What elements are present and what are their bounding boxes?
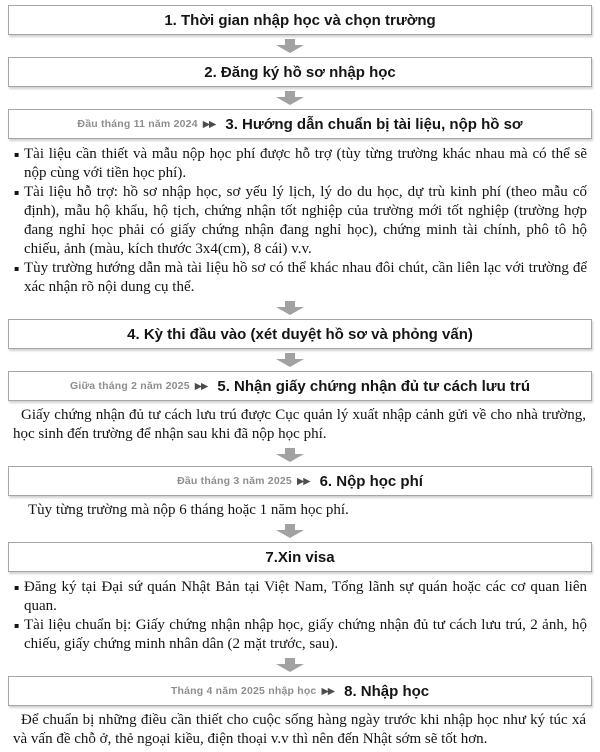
step-4-title: 4. Kỳ thi đầu vào (xét duyệt hồ sơ và phỏng vấn) — [127, 325, 473, 343]
step-7-details — [0, 578, 600, 654]
arrow-row-6 — [0, 524, 600, 538]
bullet-text: Đăng ký tại Đại sứ quán Nhật Bản tại Việt Nam, Tổng lãnh sự quán hoặc các cơ quan liên quan. — [24, 579, 587, 614]
step-5-description: Giấy chứng nhận đủ tư cách lưu trú được Cục quản lý xuất nhập cảnh gửi về cho nhà trường, học sinh đến trường để nhận sau khi đã nộp học phí. — [13, 407, 586, 442]
step-8-description: Để chuẩn bị những điều cần thiết cho cuộc sống hàng ngày trước khi nhập học như ký túc xá và vấn đề chỗ ở, thẻ ngoại kiều, điện thoại v.v thì nên đến Nhật sớm sẽ tốt hơn. — [13, 712, 586, 747]
arrow-row-7 — [0, 658, 600, 672]
step-box-6 — [8, 466, 592, 496]
down-arrow-icon — [276, 39, 304, 53]
step-3-details — [0, 145, 600, 297]
double-arrow-marker-icon: ▶▶ — [194, 380, 208, 392]
step-6-date: Đầu tháng 3 năm 2025 — [177, 475, 292, 487]
bullet-item — [14, 259, 587, 297]
double-arrow-marker-icon: ▶▶ — [321, 685, 335, 697]
down-arrow-icon — [276, 658, 304, 672]
down-arrow-icon — [276, 524, 304, 538]
bullet-icon: ▪ — [14, 264, 20, 273]
step-box-2 — [8, 57, 592, 87]
down-arrow-icon — [276, 353, 304, 367]
step-box-5 — [8, 371, 592, 401]
step-6-title: 6. Nộp học phí — [319, 472, 423, 490]
bullet-text: Tài liệu chuẩn bị: Giấy chứng nhận nhập học, giấy chứng nhận đủ tư cách lưu trú, 2 ảnh, hộ chiếu, giấy chứng minh nhân dân (2 mặt trước, sau). — [24, 617, 587, 652]
bullet-icon: ▪ — [14, 150, 20, 159]
bullet-text: Tùy trường hướng dẫn mà tài liệu hồ sơ có thể khác nhau đôi chút, cần liên lạc với trường để xác nhận rõ nội dung cụ thể. — [24, 260, 587, 295]
step-5-date: Giữa tháng 2 năm 2025 — [69, 380, 190, 392]
arrow-row-4 — [0, 353, 600, 367]
step-6-description: Tùy từng trường mà nộp 6 tháng hoặc 1 năm học phí. — [28, 502, 349, 518]
step-1-title: 1. Thời gian nhập học và chọn trường — [164, 11, 436, 29]
step-box-4 — [8, 319, 592, 349]
bullet-item — [14, 145, 587, 183]
double-arrow-marker-icon: ▶▶ — [296, 475, 310, 487]
enrollment-flowchart — [0, 5, 600, 749]
arrow-row-3 — [0, 301, 600, 315]
arrow-row-5 — [0, 448, 600, 462]
step-3-title: 3. Hướng dẫn chuẩn bị tài liệu, nộp hồ sơ — [225, 115, 523, 133]
step-5-title: 5. Nhận giấy chứng nhận đủ tư cách lưu trú — [217, 377, 530, 395]
step-box-8 — [8, 676, 592, 706]
arrow-row-2 — [0, 91, 600, 105]
step-box-3 — [8, 109, 592, 139]
bullet-icon: ▪ — [14, 188, 20, 197]
bullet-icon: ▪ — [14, 583, 20, 592]
bullet-item — [14, 578, 587, 616]
bullet-item — [14, 616, 587, 654]
step-2-title: 2. Đăng ký hồ sơ nhập học — [204, 63, 396, 81]
bullet-icon: ▪ — [14, 621, 20, 630]
step-3-date: Đầu tháng 11 năm 2024 — [77, 118, 198, 130]
step-8-title: 8. Nhập học — [344, 682, 430, 700]
bullet-text: Tài liệu cần thiết và mẫu nộp học phí được hỗ trợ (tùy từng trường khác nhau mà có thể sẽ nộp cùng với tiền học phí). — [24, 146, 587, 181]
step-7-title: 7.Xin visa — [265, 548, 335, 566]
bullet-text: Tài liệu hỗ trợ: hồ sơ nhập học, sơ yếu lý lịch, lý do du học, dự trù kinh phí (theo mẫu cố định), mẫu hộ khẩu, hộ tịch, chứng nhận tốt nghiệp của trường mới tốt nghiệp (trường hợp đang nghỉ học phải có giấy chứng nhận đang nghỉ học), chứng minh tài chính, phô tô hộ chiếu, ảnh (màu, kích thước 3x4(cm), 8 cái) v.v. — [24, 184, 587, 257]
down-arrow-icon — [276, 448, 304, 462]
double-arrow-marker-icon: ▶▶ — [202, 118, 216, 130]
step-8-date: Tháng 4 năm 2025 nhập học — [170, 685, 317, 697]
bullet-item — [14, 183, 587, 259]
step-box-1 — [8, 5, 592, 35]
down-arrow-icon — [276, 91, 304, 105]
down-arrow-icon — [276, 301, 304, 315]
arrow-row-1 — [0, 39, 600, 53]
step-box-7 — [8, 542, 592, 572]
